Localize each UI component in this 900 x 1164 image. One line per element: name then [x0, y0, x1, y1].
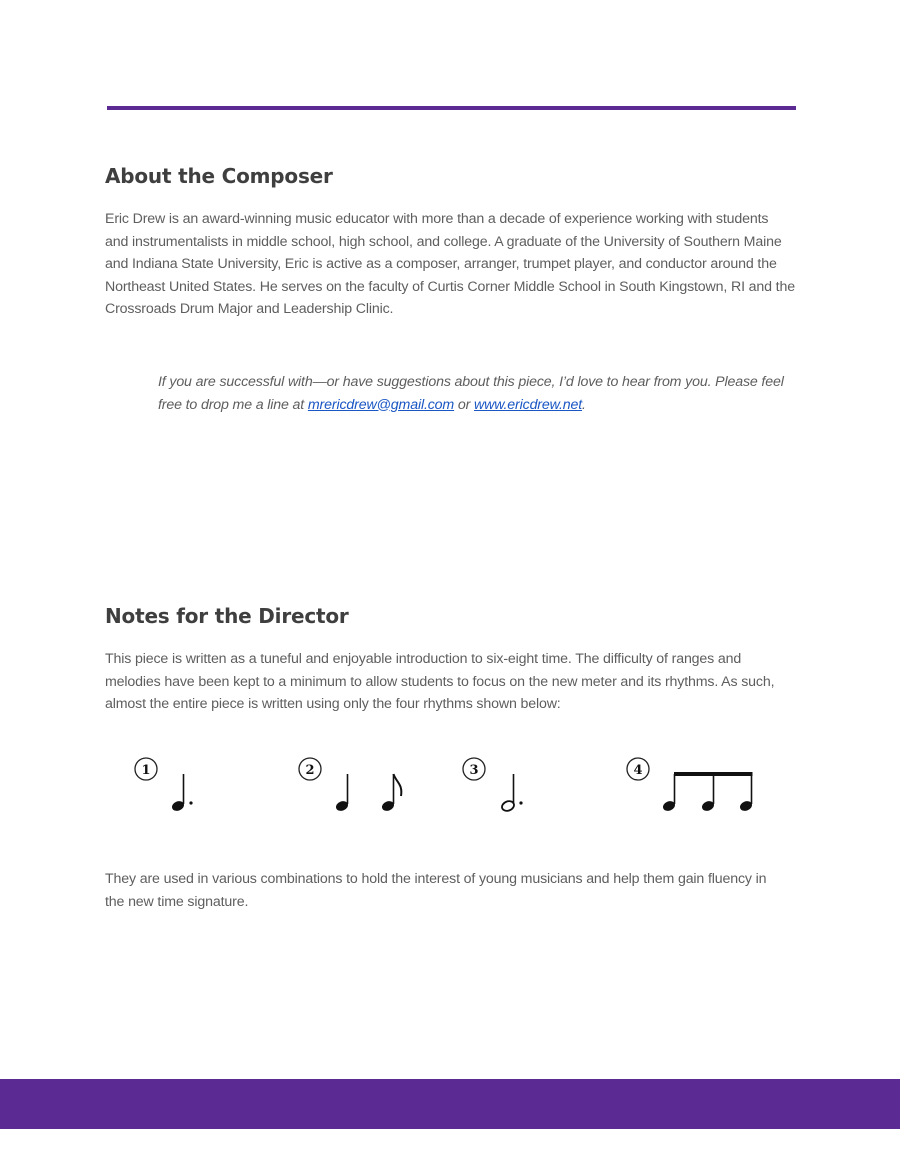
- rhythm-number: 2: [305, 763, 315, 778]
- director-intro: This piece is written as a tuneful and enjoyable introduction to six-eight time. The difficulty of ranges and melodies have been kept to a minimum to allow students to focus on the new meter and its rhythms. As such, almost the entire piece is written using only the four rhythms shown below:: [105, 651, 775, 712]
- dotted-half-note-icon: [461, 752, 541, 822]
- rhythm-1: [133, 752, 213, 822]
- contact-end: .: [582, 396, 586, 413]
- quarter-eighth-note-icon: [297, 752, 417, 822]
- contact-note: [158, 371, 798, 416]
- footer-band: [0, 1079, 900, 1129]
- header-divider: [107, 106, 796, 110]
- contact-intro: If you are successful with—or have suggestions about this piece, I’d love to hear from you. Please feel free to drop me a line at: [158, 374, 784, 413]
- rhythm-number: 3: [469, 763, 479, 778]
- about-heading: About the Composer: [105, 164, 333, 188]
- director-heading: Notes for the Director: [105, 604, 349, 628]
- contact-or: or: [454, 396, 475, 413]
- three-beamed-eighth-notes-icon: [625, 752, 765, 822]
- website-link[interactable]: www.ericdrew.net: [474, 396, 583, 413]
- dotted-quarter-note-icon: [133, 752, 213, 822]
- composer-bio: Eric Drew is an award-winning music educator with more than a decade of experience working with students and instrumentalists in middle school, high school, and college. A graduate of the University of Southern Maine and Indiana State University, Eric is active as a composer, arranger, trumpet player, and conductor around the Northeast United States. He serves on the faculty of Curtis Corner Middle School in South Kingstown, RI and the Crossroads Drum Major and Leadership Clinic.: [105, 211, 795, 317]
- rhythm-4: [625, 752, 765, 822]
- rhythm-number: 4: [633, 763, 643, 778]
- director-outro: They are used in various combinations to hold the interest of young musicians and help them gain fluency in the new time signature.: [105, 871, 767, 910]
- email-link[interactable]: mrericdrew@gmail.com: [307, 396, 455, 413]
- rhythm-3: [461, 752, 541, 822]
- rhythm-number: 1: [141, 763, 151, 778]
- rhythm-2: [297, 752, 417, 822]
